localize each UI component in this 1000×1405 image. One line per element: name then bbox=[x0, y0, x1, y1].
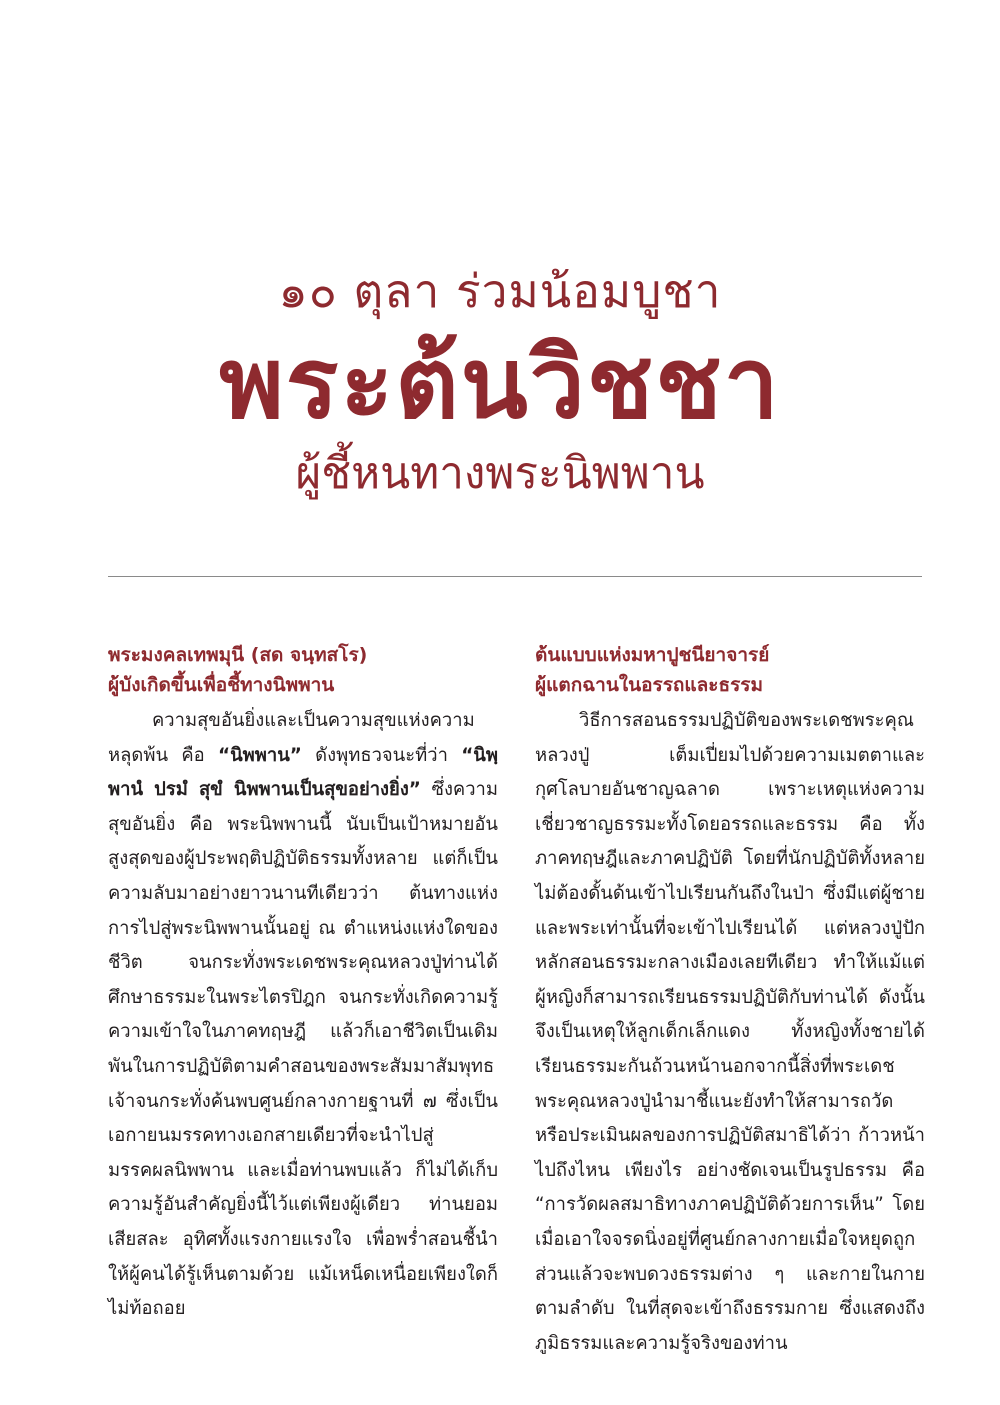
right-column bbox=[535, 640, 925, 1361]
left-heading-2: ผู้บังเกิดขึ้นเพื่อชี้ทางนิพพาน bbox=[108, 674, 335, 696]
left-text-a: ความสุขอันยิ่งและเป็นความสุขแห่งความหลุดพ้น คือ bbox=[108, 710, 475, 766]
right-heading-2: ผู้แตกฉานในอรรถและธรรม bbox=[535, 674, 764, 696]
title-date-line: ๑๐ ตุลา ร่วมน้อมบูชา bbox=[278, 264, 722, 318]
left-text-e: ซึ่งความสุขอันยิ่ง คือ พระนิพพานนี้ นับเป็นเป้าหมายอันสูงสุดของผู้ประพฤติปฏิบัติธรรมทั้งหลาย แต่ก็เป็นความลับมาอย่างยาวนานทีเดียวว่า ต้นทางแห่งการไปสู่พระนิพพานนั้นอยู่ ณ ตำแหน่งแห่งใดของชีวิต จนกระทั่งพระเดชพระคุณหลวงปู่ท่านได้ศึกษาธรรมะในพระไตรปิฎก จนกระทั่งเกิดความรู้ความเข้าใจในภาคทฤษฎี แล้วก็เอาชีวิตเป็นเดิมพันในการปฏิบัติตามคำสอนของพระสัมมาสัมพุทธเจ้าจนกระทั่งค้นพบศูนย์กลางกายฐานที่ ๗ ซึ่งเป็นเอกายนมรรคทางเอกสายเดียวที่จะนำไปสู่มรรคผลนิพพาน และเมื่อท่านพบแล้ว ก็ไม่ได้เก็บความรู้อันสำคัญยิ่งนี้ไว้แต่เพียงผู้เดียว ท่านยอมเสียสละ อุทิศทั้งแรงกายแรงใจ เพื่อพร่ำสอนชี้นำให้ผู้คนได้รู้เห็นตามด้วย แม้เหน็ดเหนื่อยเพียงใดก็ไม่ท้อถอย bbox=[108, 779, 498, 1320]
left-text-d: “นิพฺพานํ ปรมํ สุขํ นิพพานเป็นสุขอย่างยิ่ง” bbox=[108, 744, 498, 801]
right-text: วิธีการสอนธรรมปฏิบัติของพระเดชพระคุณหลวงปู่ เต็มเปี่ยมไปด้วยความเมตตาและกุศโลบายอันชาญฉลาด เพราะเหตุแห่งความเชี่ยวชาญธรรมะทั้งโดยอรรถและธรรม คือ ทั้งภาคทฤษฎีและภาคปฏิบัติ โดยที่นักปฏิบัติทั้งหลายไม่ต้องดั้นด้นเข้าไปเรียนกันถึงในป่า ซึ่งมีแต่ผู้ชายและพระเท่านั้นที่จะเข้าไปเรียนได้ แต่หลวงปู่ปักหลักสอนธรรมะกลางเมืองเลยทีเดียว ทำให้แม้แต่ผู้หญิงก็สามารถเรียนธรรมปฏิบัติกับท่านได้ ดังนั้นจึงเป็นเหตุให้ลูกเด็กเล็กแดง ทั้งหญิงทั้งชายได้เรียนธรรมะกันถ้วนหน้านอกจากนี้สิ่งที่พระเดชพระคุณหลวงปู่นำมาชี้แนะยังทำให้สามารถวัดหรือประเมินผลของการปฏิบัติสมาธิได้ว่า ก้าวหน้าไปถึงไหน เพียงไร อย่างชัดเจนเป็นรูปธรรม คือ “การวัดผลสมาธิทางภาคปฏิบัติด้วยการเห็น” โดยเมื่อเอาใจจรดนิ่งอยู่ที่ศูนย์กลางกายเมื่อใจหยุดถูกส่วนแล้วจะพบดวงธรรมต่าง ๆ และกายในกายตามลำดับ ในที่สุดจะเข้าถึงธรรมกาย ซึ่งแสดงถึงภูมิธรรมและความรู้จริงของท่าน bbox=[535, 710, 925, 1354]
left-heading-1: พระมงคลเทพมุนี (สด จนฺทสโร) bbox=[108, 644, 368, 666]
left-text-c: ดังพุทธวจนะที่ว่า bbox=[301, 744, 462, 766]
right-paragraph bbox=[535, 704, 925, 1361]
title-block bbox=[0, 262, 1000, 502]
divider bbox=[108, 576, 922, 577]
page-title: พระต้นวิชชา bbox=[219, 327, 781, 441]
page-subtitle: ผู้ชี้หนทางพระนิพพาน bbox=[295, 448, 705, 499]
left-column bbox=[108, 640, 498, 1327]
right-heading-1: ต้นแบบแห่งมหาปูชนียาจารย์ bbox=[535, 644, 770, 666]
left-paragraph bbox=[108, 704, 498, 1327]
left-text-b: “นิพพาน” bbox=[217, 744, 302, 766]
